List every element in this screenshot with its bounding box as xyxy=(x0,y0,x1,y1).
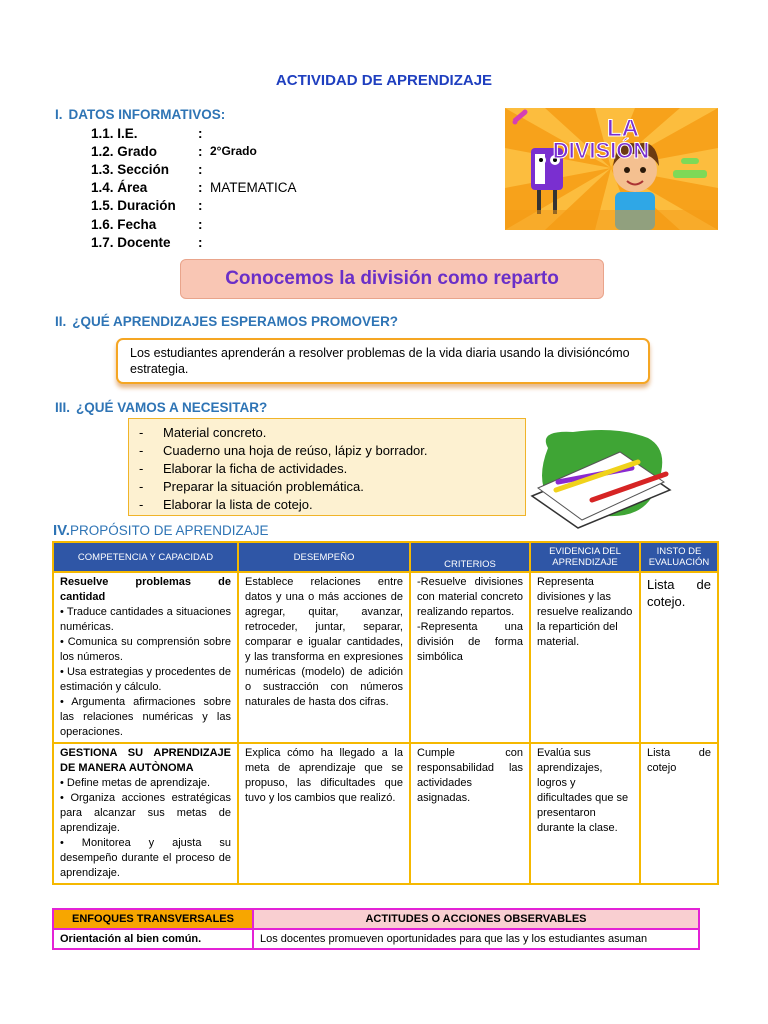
capacidad-item xyxy=(60,635,231,665)
list-item xyxy=(139,459,515,477)
table-header-row xyxy=(53,542,718,572)
info-label: 1.2. Grado xyxy=(91,143,158,159)
info-label: 1.5. Duración xyxy=(91,198,176,214)
info-colon: : xyxy=(198,180,203,196)
section-title: PROPÓSITO DE APRENDIZAJE xyxy=(69,523,269,538)
list-item-text: Preparar la situación problemática. xyxy=(163,478,364,494)
info-list xyxy=(91,124,297,251)
capacidad-text: Comunica su comprensión sobre los números. xyxy=(60,636,231,663)
criterios-cell xyxy=(410,572,530,743)
table-row xyxy=(53,572,718,743)
section-proposito-heading xyxy=(53,522,269,539)
capacidad-text: Organiza acciones estratégicas para alcanzar sus metas de aprendizaje. xyxy=(60,792,231,834)
column-header: ACTITUDES O ACCIONES OBSERVABLES xyxy=(253,909,699,929)
info-label: 1.1. I.E. xyxy=(91,125,138,141)
capacidad-item xyxy=(60,791,231,836)
info-colon: : xyxy=(198,198,203,214)
section-datos-heading xyxy=(55,107,225,122)
table-header-row xyxy=(53,909,699,929)
bullet: • xyxy=(60,777,64,789)
bullet: • xyxy=(60,837,64,849)
column-header: INSTO DE EVALUACIÓN xyxy=(640,542,718,572)
column-header: ENFOQUES TRANSVERSALES xyxy=(53,909,253,929)
section-necesitar-heading xyxy=(55,400,267,415)
column-header: COMPETENCIA Y CAPACIDAD xyxy=(53,542,238,572)
capacidad-text: Traduce cantidades a situaciones numéricas. xyxy=(60,606,231,633)
instrumento-cell: Lista de cotejo xyxy=(640,743,718,884)
enfoques-table xyxy=(52,908,700,950)
bullet: • xyxy=(60,792,64,804)
section-title: ¿QUÉ APRENDIZAJES ESPERAMOS PROMOVER? xyxy=(72,314,399,329)
instrumento-cell: Lista de cotejo. xyxy=(640,572,718,743)
capacidad-item xyxy=(60,665,231,695)
list-item xyxy=(139,441,515,459)
info-label: 1.3. Sección xyxy=(91,161,170,177)
criterio-text: -Representa una división de forma simbólica xyxy=(417,621,523,663)
info-row-area xyxy=(91,179,297,197)
dash-bullet: - xyxy=(139,442,144,458)
info-colon: : xyxy=(198,161,203,177)
info-row-fecha xyxy=(91,215,297,233)
competencia-cell xyxy=(53,743,238,884)
bullet: • xyxy=(60,666,64,678)
competencia-title: Resuelve problemas de cantidad xyxy=(60,576,231,603)
capacidad-text: Define metas de aprendizaje. xyxy=(66,777,211,789)
info-label: 1.4. Área xyxy=(91,180,148,196)
capacidad-item xyxy=(60,776,231,791)
dash-bullet: - xyxy=(139,496,144,512)
list-item-text: Elaborar la lista de cotejo. xyxy=(163,496,313,512)
desempeno-cell: Explica cómo ha llegado a la meta de aprendizaje que se propuso, las dificultades que tuvo y los cambios que realizó. xyxy=(238,743,410,884)
dash-bullet: - xyxy=(139,424,144,440)
info-label: 1.7. Docente xyxy=(91,234,171,250)
bullet: • xyxy=(60,696,64,708)
learning-goal-box: Los estudiantes aprenderán a resolver problemas de la vida diaria usando la divisióncómo estrategia. xyxy=(116,338,650,384)
capacidad-item xyxy=(60,836,231,881)
info-value: MATEMATICA xyxy=(210,180,297,196)
list-item-text: Cuaderno una hoja de reúso, lápiz y borrador. xyxy=(163,442,428,458)
info-row-duracion xyxy=(91,197,297,215)
list-item xyxy=(139,423,515,441)
capacidad-item xyxy=(60,695,231,740)
section-number: II. xyxy=(55,314,67,329)
info-colon: : xyxy=(198,143,203,159)
list-item xyxy=(139,477,515,495)
column-header: DESEMPEÑO xyxy=(238,542,410,572)
needs-list xyxy=(128,418,526,516)
topic-title: Conocemos la división como reparto xyxy=(180,259,604,299)
info-row-docente xyxy=(91,233,297,251)
capacidad-item xyxy=(60,605,231,635)
info-label: 1.6. Fecha xyxy=(91,216,157,232)
column-header: CRITERIOS xyxy=(410,542,530,572)
table-row xyxy=(53,743,718,884)
info-colon: : xyxy=(198,216,203,232)
evidencia-cell: Representa divisiones y las resuelve realizando la repartición del material. xyxy=(530,572,640,743)
actitud-cell: Los docentes promueven oportunidades para que las y los estudiantes asuman xyxy=(253,929,699,949)
banner-line1: LA xyxy=(607,115,639,142)
desempeno-cell: Establece relaciones entre datos y una o más acciones de agregar, quitar, avanzar, retroceder, juntar, separar, comparar e igualar cantidades, y las transforma en expresiones numéricas (modelo) de adición o sustracción con números naturales de hasta dos cifras. xyxy=(238,572,410,743)
capacidad-text: Argumenta afirmaciones sobre las relaciones numéricas y las operaciones. xyxy=(60,696,232,738)
info-row-ie xyxy=(91,124,297,142)
competencia-title: GESTIONA SU APRENDIZAJE DE MANERA AUTÒNOMA xyxy=(60,747,231,774)
page-title: ACTIVIDAD DE APRENDIZAJE xyxy=(275,72,493,89)
capacidad-text: Usa estrategias y procedentes de estimación y cálculo. xyxy=(60,666,232,693)
info-row-seccion xyxy=(91,160,297,178)
dash-bullet: - xyxy=(139,460,144,476)
info-value: 2°Grado xyxy=(210,144,257,159)
info-colon: : xyxy=(198,234,203,250)
dash-bullet: - xyxy=(139,478,144,494)
criterios-cell: Cumple con responsabilidad las actividades asignadas. xyxy=(410,743,530,884)
evidencia-cell: Evalúa sus aprendizajes, logros y dificultades que se presentaron durante la clase. xyxy=(530,743,640,884)
info-row-grado xyxy=(91,142,297,160)
bullet: • xyxy=(60,636,64,648)
info-colon: : xyxy=(198,125,203,141)
section-title: ¿QUÉ VAMOS A NECESITAR? xyxy=(76,400,268,415)
list-item xyxy=(139,495,515,513)
section-aprendizajes-heading xyxy=(55,314,398,329)
section-number: I. xyxy=(55,107,63,122)
enfoque-cell: Orientación al bien común. xyxy=(53,929,253,949)
section-number: III. xyxy=(55,400,71,415)
section-number: IV. xyxy=(53,522,70,539)
list-item-text: Material concreto. xyxy=(163,424,267,440)
column-header: EVIDENCIA DEL APRENDIZAJE xyxy=(530,542,640,572)
criterio-text: -Resuelve divisiones con material concreto realizando repartos. xyxy=(417,576,523,618)
table-row xyxy=(53,929,699,949)
bullet: • xyxy=(60,606,64,618)
section-title: DATOS INFORMATIVOS: xyxy=(68,107,226,122)
capacidad-text: Monitorea y ajusta su desempeño durante el proceso de aprendizaje. xyxy=(60,837,231,879)
purpose-table xyxy=(52,541,719,885)
competencia-cell xyxy=(53,572,238,743)
division-banner-image xyxy=(505,108,718,230)
list-item-text: Elaborar la ficha de actividades. xyxy=(163,460,348,476)
paper-and-pencils-image xyxy=(528,428,674,530)
banner-line2: DIVISIÓN xyxy=(552,138,650,163)
